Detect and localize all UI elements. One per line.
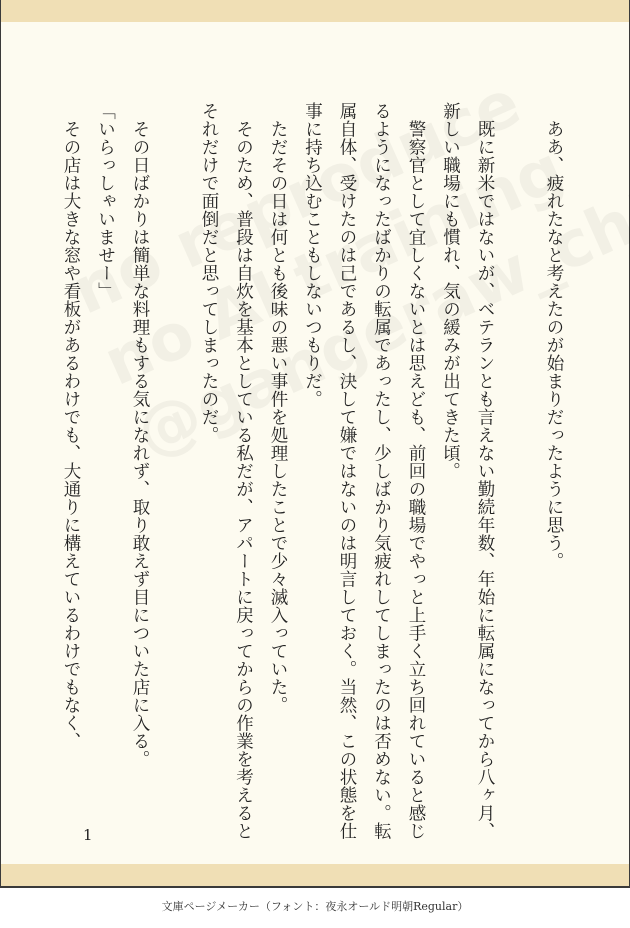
dialogue-line: 「いらっしゃいませー」 <box>95 102 116 300</box>
paragraph: そのため、普段は自炊を基本としている私だが、アパートに戻ってからの作業を考えるとそれだけで面倒だと思ってしまったのだ。 <box>199 102 254 840</box>
blank-line <box>157 102 192 842</box>
bottom-band <box>1 864 629 888</box>
page-number: 1 <box>83 826 93 844</box>
paragraph: その店は大きな窓や看板があるわけでも、大通りに構えているわけでもなく、 <box>61 119 81 750</box>
paragraph: 既に新米ではないが、ベテランとも言えない勤続年数、年始に転属になってから八ヶ月、新しい職場にも慣れ、気の緩みが出てきた頃。 <box>440 102 495 840</box>
blank-line <box>502 102 537 842</box>
vertical-text-body <box>51 102 571 842</box>
footer-caption: 文庫ページメーカー（フォント：夜永オールド明朝Regular） <box>161 900 469 913</box>
page-border <box>0 886 630 888</box>
paragraph: 警察官として宜しくないとは思えども、前回の職場でやっと上手く立ち回れていると感じるようになったばかりの転属であったし、少しばかり気疲れしてしまったのは否めない。転属自体、受けたのは己であるし、決して嫌ではないのは明言しておく。当然、この状態を仕事に持ち込むこともしないつもりだ。 <box>302 102 426 840</box>
paragraph: ああ、疲れたなと考えたのが始まりだったように思う。 <box>544 119 564 570</box>
paragraph: ただその日は何とも後味の悪い事件を処理したことで少々滅入っていた。 <box>268 119 288 714</box>
paragraph: その日ばかりは簡単な料理もする気になれず、取り敢えず目についた店に入る。 <box>130 119 150 768</box>
top-band <box>1 0 629 22</box>
